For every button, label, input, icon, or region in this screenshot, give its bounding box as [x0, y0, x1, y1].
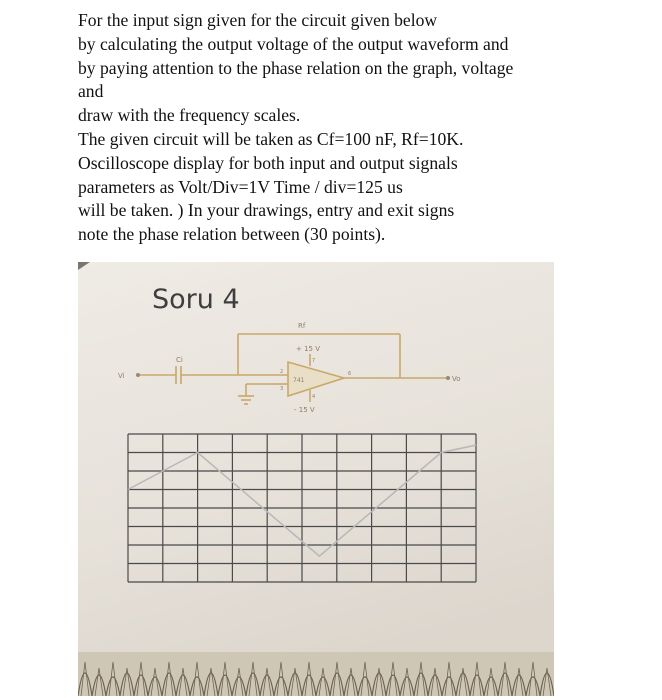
question-line: The given circuit will be taken as Cf=100 nF, Rf=10K.	[78, 128, 464, 149]
photo-heading: Soru 4	[152, 284, 240, 315]
vminus-label: - 15 V	[294, 406, 315, 414]
circuit-photo	[78, 262, 554, 696]
rf-label: Rf	[298, 322, 306, 330]
question-line: by paying attention to the phase relation on the graph, voltage	[78, 57, 514, 78]
pin-3: 3	[280, 386, 284, 392]
question-text	[78, 9, 638, 247]
question-line: and	[78, 81, 104, 102]
opamp-label: 741	[293, 377, 305, 384]
pin-4: 4	[312, 394, 316, 400]
paper	[78, 262, 554, 696]
vplus-label: + 15 V	[296, 345, 321, 353]
ci-label: Ci	[176, 356, 183, 364]
vo-label: Vo	[452, 375, 461, 383]
pin-7: 7	[312, 358, 316, 364]
question-line: Oscilloscope display for both input and output signals	[78, 152, 458, 173]
question-line: parameters as Volt/Div=1V Time / div=125 us	[78, 176, 403, 197]
question-line: draw with the frequency scales.	[78, 105, 301, 126]
pin-2: 2	[280, 369, 284, 375]
question-line: by calculating the output voltage of the output waveform and	[78, 33, 509, 54]
question-line: note the phase relation between (30 points).	[78, 224, 386, 245]
photo-svg	[78, 262, 554, 696]
vi-label: Vi	[118, 372, 125, 380]
pin-6: 6	[348, 371, 352, 377]
lace-doily	[78, 652, 554, 696]
output-node	[446, 376, 450, 380]
question-line: will be taken. ) In your drawings, entry and exit signs	[78, 200, 455, 221]
question-line: For the input sign given for the circuit given below	[78, 10, 438, 30]
input-node	[136, 373, 140, 377]
